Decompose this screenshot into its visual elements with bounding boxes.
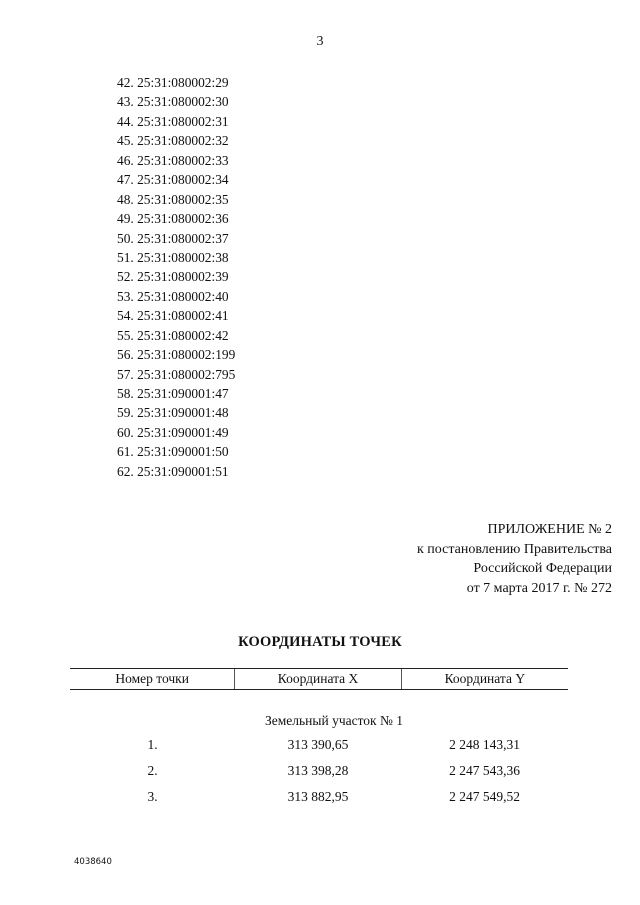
- document-code: 4038640: [74, 857, 112, 867]
- table-row: [70, 732, 568, 758]
- point-number: 2.: [147, 763, 158, 778]
- appendix-reference: к постановлению Правительства: [416, 541, 612, 557]
- appendix-authority: Российской Федерации: [473, 561, 612, 576]
- point-number: 3.: [147, 789, 158, 804]
- list-item: 53. 25:31:080002:40: [117, 288, 229, 304]
- coordinate-y: 2 248 143,31: [449, 737, 520, 752]
- table-row: [70, 758, 568, 784]
- list-item: 57. 25:31:080002:795: [117, 366, 236, 382]
- list-item: 61. 25:31:090001:50: [117, 444, 229, 460]
- coordinate-x: 313 390,65: [287, 737, 349, 752]
- coordinate-y: 2 247 549,52: [449, 789, 520, 804]
- land-plot-label: Земельный участок № 1: [264, 713, 403, 728]
- list-item: 44. 25:31:080002:31: [117, 113, 229, 129]
- list-item: 47. 25:31:080002:34: [117, 172, 229, 188]
- list-item: 62. 25:31:090001:51: [117, 463, 229, 479]
- list-item: 43. 25:31:080002:30: [117, 94, 229, 110]
- list-item: 49. 25:31:080002:36: [117, 211, 229, 227]
- list-item: 42. 25:31:080002:29: [117, 75, 229, 90]
- list-item: 54. 25:31:080002:41: [117, 308, 229, 324]
- list-item: 51. 25:31:080002:38: [117, 249, 229, 265]
- list-item: 59. 25:31:090001:48: [117, 405, 229, 421]
- list-item: 60. 25:31:090001:49: [117, 424, 229, 440]
- table-title: КООРДИНАТЫ ТОЧЕК: [238, 634, 402, 650]
- header-coordinate-x: Координата X: [234, 669, 400, 689]
- table-row: [70, 784, 568, 810]
- page-number: 3: [316, 34, 324, 49]
- point-number: 1.: [147, 737, 158, 752]
- appendix-date: от 7 марта 2017 г. № 272: [466, 580, 612, 596]
- list-item: 58. 25:31:090001:47: [117, 386, 229, 401]
- list-item: 52. 25:31:080002:39: [117, 269, 229, 285]
- list-item: 56. 25:31:080002:199: [117, 347, 236, 363]
- appendix-title: ПРИЛОЖЕНИЕ № 2: [487, 522, 612, 537]
- cadastral-number-list: [117, 73, 235, 481]
- list-item: 50. 25:31:080002:37: [117, 230, 229, 246]
- coordinate-y: 2 247 543,36: [449, 763, 520, 778]
- appendix-heading: [300, 520, 612, 598]
- list-item: 46. 25:31:080002:33: [117, 152, 229, 168]
- header-point-number: Номер точки: [115, 671, 189, 686]
- table-header: [70, 668, 568, 690]
- list-item: 55. 25:31:080002:42: [117, 327, 229, 343]
- list-item: 45. 25:31:080002:32: [117, 133, 229, 149]
- list-item: 48. 25:31:080002:35: [117, 191, 229, 207]
- coordinates-table: [70, 668, 568, 810]
- coordinate-x: 313 398,28: [287, 763, 349, 778]
- header-coordinate-y: Координата Y: [401, 669, 568, 689]
- coordinate-x: 313 882,95: [287, 789, 349, 804]
